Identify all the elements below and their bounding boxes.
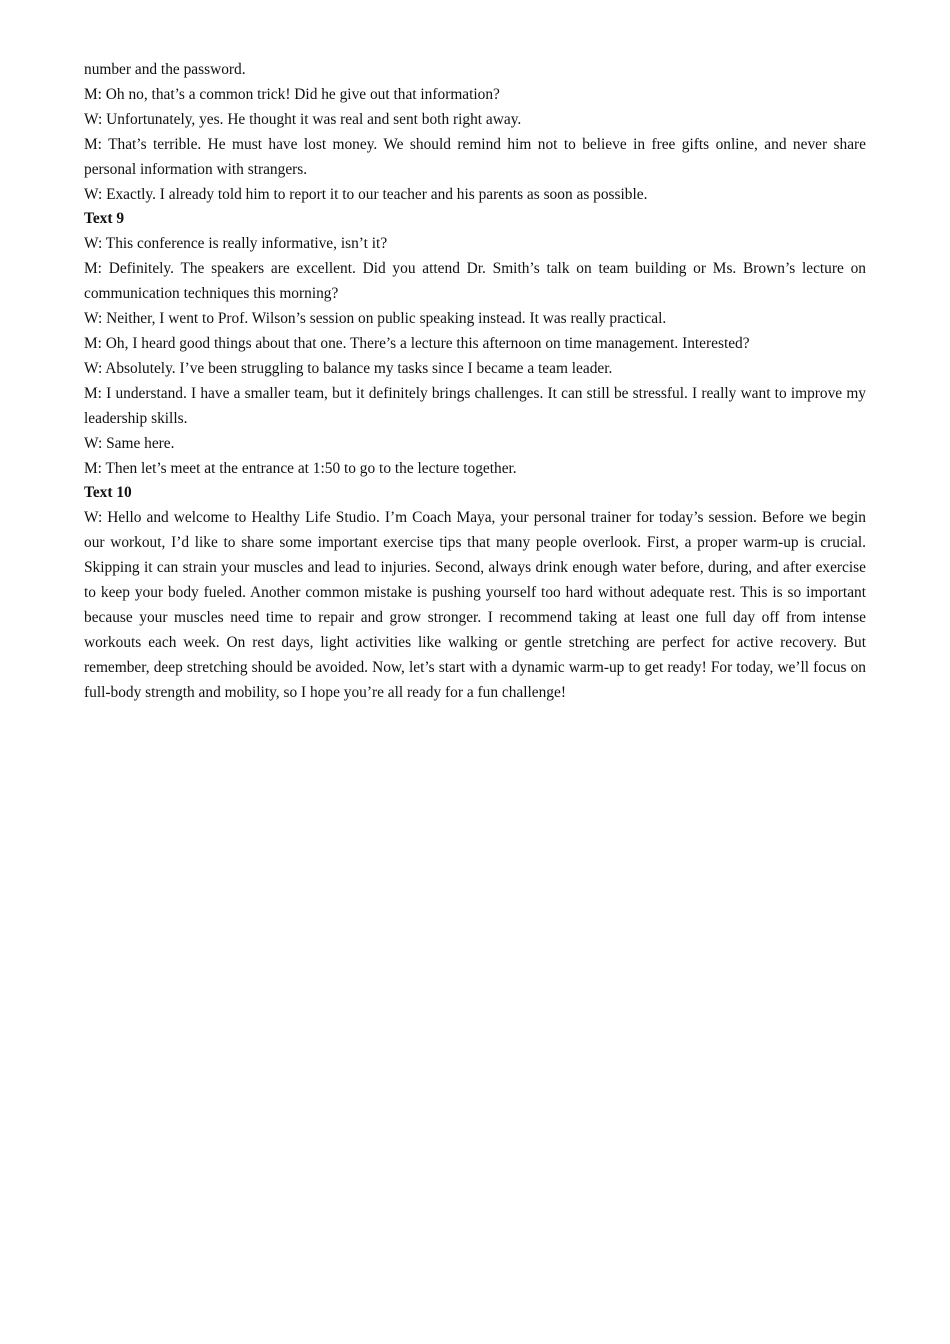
dialogue-line-exactly: W: Exactly. I already told him to report it to our teacher and his parents as soon as possible.: [84, 185, 648, 203]
section-heading-text-9: Text 9: [84, 210, 125, 228]
dialogue-line-unfortunately: W: Unfortunately, yes. He thought it was real and sent both right away.: [84, 110, 522, 128]
dialogue-line-time-management: M: Oh, I heard good things about that one. There’s a lecture this afternoon on time management. Interested?: [84, 334, 750, 352]
dialogue-line-neither: W: Neither, I went to Prof. Wilson’s session on public speaking instead. It was really practical.: [84, 310, 667, 328]
dialogue-line-conference: W: This conference is really informative, isn’t it?: [84, 235, 388, 253]
dialogue-line-common-trick: M: Oh no, that’s a common trick! Did he give out that information?: [84, 85, 500, 103]
dialogue-line-meet-entrance: M: Then let’s meet at the entrance at 1:50 to go to the lecture together.: [84, 459, 517, 477]
dialogue-line-terrible: M: That’s terrible. He must have lost money. We should remind him not to believe in free gifts online, and never share personal information with strangers.: [84, 135, 866, 178]
dialogue-line-password: number and the password.: [84, 61, 246, 78]
dialogue-line-same-here: W: Same here.: [84, 434, 175, 452]
dialogue-line-understand: M: I understand. I have a smaller team, but it definitely brings challenges. It can still be stressful. I really want to improve my leadership skills.: [84, 384, 866, 427]
dialogue-line-speakers: M: Definitely. The speakers are excellent. Did you attend Dr. Smith’s talk on team building or Ms. Brown’s lecture on communication techniques this morning?: [84, 260, 866, 303]
monologue-paragraph-coach-maya: W: Hello and welcome to Healthy Life Studio. I’m Coach Maya, your personal trainer for today’s session. Before we begin our workout, I’d like to share some important exercise tips that many people overlook. First, a proper warm-up is crucial. Skipping it can strain your muscles and lead to injuries. Second, always drink enough water before, during, and after exercise to keep your body fueled. Another common mistake is pushing yourself too hard without adequate rest. This is so important because your muscles need time to repair and grow stronger. I recommend taking at least one full day off from intense workouts each week. On rest days, light activities like walking or gentle stretching are perfect for active recovery. But remember, deep stretching should be avoided. Now, let’s start with a dynamic warm-up to get ready! For today, we’ll focus on full-body strength and mobility, so I hope you’re all ready for a fun challenge!: [84, 509, 866, 701]
document-page: [84, 58, 866, 706]
dialogue-line-absolutely: W: Absolutely. I’ve been struggling to balance my tasks since I became a team leader.: [84, 359, 613, 377]
section-heading-text-10: Text 10: [84, 484, 132, 502]
